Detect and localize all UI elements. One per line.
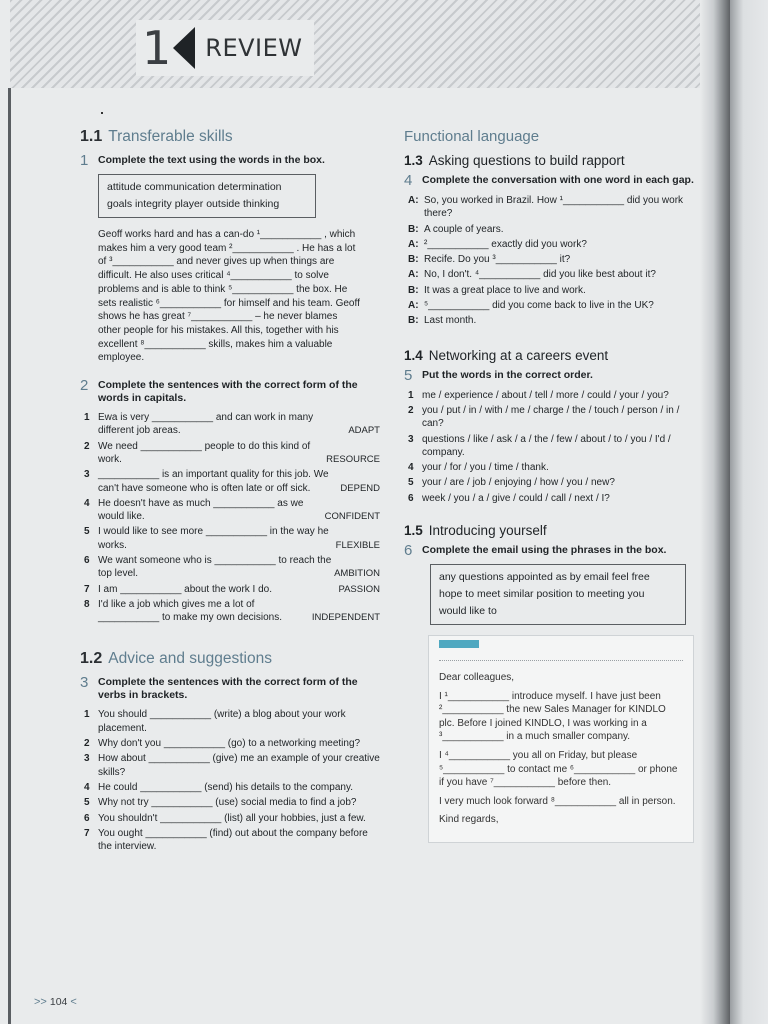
item-text: We need ___________ people to do this kind of work.: [98, 440, 311, 465]
item-number: 4: [408, 462, 414, 474]
exercise-3-items: [84, 708, 380, 853]
item-number: 1: [84, 709, 90, 721]
item-number: 5: [84, 797, 90, 809]
page-footer: [34, 996, 77, 1008]
list-item: [408, 253, 696, 266]
list-item: [408, 238, 696, 251]
exercise-5-items: [408, 389, 696, 505]
email-toolbar: [439, 640, 683, 661]
list-item: [84, 737, 380, 750]
item-number: 6: [84, 555, 90, 566]
section-name: Transferable skills: [108, 128, 233, 145]
instruction-text: Complete the sentences with the correct form of the verbs in brackets.: [98, 676, 358, 702]
item-text: I am ___________ about the work I do.: [98, 583, 273, 595]
list-item: [84, 440, 380, 467]
list-item: [408, 314, 696, 327]
instruction-text: Complete the email using the phrases in the box.: [422, 544, 667, 557]
header-hatch-band: [10, 0, 700, 88]
list-item: [408, 404, 696, 431]
item-text: Ewa is very ___________ and can work in many different job areas.: [98, 412, 314, 437]
section-name: Networking at a careers event: [428, 347, 609, 363]
item-number: 5: [408, 477, 414, 489]
item-text: ²___________ exactly did you work?: [424, 238, 587, 250]
arrow-right-icon: >>: [34, 996, 47, 1008]
item-capital-word: CONFIDENT: [324, 511, 380, 523]
item-number: 2: [408, 404, 414, 416]
item-capital-word: DEPEND: [340, 482, 380, 494]
item-text: It was a great place to live and work.: [424, 284, 586, 296]
item-text: A couple of years.: [424, 223, 504, 235]
item-text: ___________ is an important quality for this job. We can't have someone who is often late or off sick.: [98, 469, 329, 494]
instruction-text: Complete the conversation with one word in each gap.: [422, 174, 694, 186]
item-text: Last month.: [424, 315, 477, 327]
section-name: Introducing yourself: [428, 523, 547, 539]
email-paragraph: I ⁴___________ you all on Friday, but please ⁵___________ to contact me ⁶___________ or phone if you have ⁷___________ before then.: [439, 750, 678, 789]
item-number: B:: [408, 315, 419, 327]
list-item: [84, 598, 380, 625]
item-text: We want someone who is ___________ to reach the top level.: [98, 555, 332, 580]
section-1-5-heading: [404, 523, 696, 538]
item-capital-word: RESOURCE: [326, 453, 380, 465]
list-item: [84, 411, 380, 438]
email-card: [428, 635, 694, 843]
word-box-line: hope to meet similar position to meeting you: [439, 588, 645, 601]
list-item: [84, 812, 380, 825]
item-number: 1: [84, 412, 90, 424]
exercise-number: 1: [80, 152, 89, 169]
item-number: 4: [84, 497, 90, 509]
section-number: 1.5: [404, 523, 423, 539]
item-text: He could ___________ (send) his details to the company.: [98, 781, 353, 793]
list-item: [84, 468, 380, 495]
list-item: [408, 461, 696, 474]
list-item: [84, 708, 380, 735]
exercise-4-instruction: [404, 174, 696, 188]
list-item: [84, 497, 380, 524]
item-text: You should ___________ (write) a blog about your work placement.: [98, 709, 346, 734]
list-item: [408, 223, 696, 236]
section-name: Advice and suggestions: [108, 650, 272, 668]
item-number: 8: [84, 598, 90, 610]
page-number: 104: [49, 996, 68, 1008]
instruction-text: Complete the text using the words in the box.: [98, 154, 325, 166]
item-number: 4: [84, 781, 90, 793]
word-box-line: goals integrity player outside thinking: [107, 198, 280, 210]
exercise-5-instruction: [404, 366, 696, 384]
list-item: [408, 299, 696, 312]
unit-number: 1: [142, 21, 172, 75]
item-number: 3: [408, 433, 414, 445]
exercise-number: 3: [80, 674, 89, 692]
left-margin-rule: [8, 88, 11, 1024]
next-page-edge: [730, 0, 768, 1024]
item-text: You shouldn't ___________ (list) all your hobbies, just a few.: [98, 812, 366, 824]
list-item: [408, 268, 696, 281]
item-number: 7: [84, 583, 90, 595]
list-item: [408, 389, 696, 402]
item-text: No, I don't. ⁴___________ did you like best about it?: [424, 269, 656, 281]
item-number: B:: [408, 223, 419, 235]
exercise-1-text: Geoff works hard and has a can-do ¹___________ , which makes him a very good team ²___________ . He has a lot of ³___________ and never gives up when things are difficult. He also uses critical ⁴___________ to solve problems and is able to think ⁵___________ the box. He sets realistic ⁶___________ for himself and his team. Geoff shows he has great ⁷___________ – he never blames other people for his mistakes. All this, together with his excellent ⁸___________ skills, makes him a valuable employee.: [98, 229, 360, 364]
item-text: I would like to see more ___________ in the way he works.: [98, 526, 329, 551]
item-capital-word: INDEPENDENT: [311, 612, 380, 624]
exercise-4-dialogue: [408, 194, 696, 328]
list-item: [84, 827, 380, 854]
item-number: B:: [408, 284, 419, 296]
email-greeting: Dear colleagues,: [439, 672, 515, 684]
item-text: Recife. Do you ³___________ it?: [424, 254, 571, 266]
item-number: 7: [84, 827, 90, 839]
section-number: 1.1: [80, 128, 103, 145]
item-text: you / put / in / with / me / charge / the / touch / person / in / can?: [422, 404, 680, 430]
item-number: B:: [408, 254, 419, 266]
exercise-3-instruction: [80, 676, 380, 702]
item-text: How about ___________ (give) me an example of your creative skills?: [98, 753, 380, 778]
email-icon-bar: [439, 640, 479, 648]
exercise-2-items: [84, 411, 380, 624]
exercise-6-instruction: [404, 544, 696, 558]
item-text: your / are / job / enjoying / how / you / new?: [422, 477, 615, 489]
list-item: [408, 492, 696, 505]
exercise-number: 2: [80, 377, 89, 395]
item-number: 2: [84, 440, 90, 452]
unit-header: [136, 20, 314, 76]
item-number: 1: [408, 389, 414, 401]
item-number: A:: [408, 300, 419, 312]
item-text: I'd like a job which gives me a lot of ___________ to make my own decisions.: [98, 598, 283, 624]
exercise-number: 6: [404, 542, 413, 560]
word-box-1: [98, 174, 316, 218]
arrow-left-icon: <: [70, 996, 77, 1008]
page-title: REVIEW: [205, 34, 303, 62]
item-text: So, you worked in Brazil. How ¹___________ did you work there?: [424, 195, 684, 220]
section-number: 1.4: [404, 347, 423, 363]
item-text: me / experience / about / tell / more / could / your / you?: [422, 389, 669, 401]
section-number: 1.3: [404, 153, 423, 168]
list-item: [84, 525, 380, 552]
section-1-4-heading: [404, 348, 696, 363]
list-item: [84, 781, 380, 794]
right-column: [404, 128, 696, 843]
list-item: [84, 752, 380, 779]
list-item: [408, 476, 696, 489]
word-box-line: any questions appointed as by email feel free: [439, 571, 650, 584]
word-box-line: attitude communication determination: [107, 181, 282, 193]
item-text: You ought ___________ (find) out about the company before the interview.: [98, 827, 368, 853]
item-text: questions / like / ask / a / the / few / about / to / you / I'd / company.: [422, 433, 671, 458]
item-text: your / for / you / time / thank.: [422, 462, 549, 474]
item-number: A:: [408, 269, 419, 281]
item-number: 3: [84, 753, 90, 765]
section-1-3-heading: [404, 153, 696, 168]
section-1-2-heading: [80, 650, 380, 668]
section-number: 1.2: [80, 650, 103, 668]
word-box-line: would like to: [439, 605, 497, 618]
email-paragraph: I ¹___________ introduce myself. I have just been ²___________ the new Sales Manager for KINDLO plc. Before I joined KINDLO, I was working in a ³___________ in a much smaller company.: [439, 690, 666, 743]
item-number: 6: [408, 492, 414, 504]
book-spine-shadow: [700, 0, 730, 1024]
item-number: A:: [408, 238, 419, 250]
chevron-left-icon: [173, 27, 195, 69]
list-item: [84, 583, 380, 596]
left-column: [80, 128, 380, 863]
item-capital-word: AMBITION: [334, 568, 380, 580]
list-item: [84, 554, 380, 581]
item-number: A:: [408, 195, 419, 206]
section-name: Asking questions to build rapport: [428, 153, 625, 168]
stray-dot: [101, 112, 103, 114]
list-item: [408, 194, 696, 221]
item-text: ⁵___________ did you come back to live in the UK?: [424, 300, 654, 312]
item-text: Why don't you ___________ (go) to a networking meeting?: [98, 738, 361, 750]
section-1-1-heading: [80, 128, 380, 146]
instruction-text: Put the words in the correct order.: [422, 368, 593, 381]
exercise-1-instruction: [80, 154, 380, 168]
list-item: [408, 284, 696, 297]
email-paragraph: I very much look forward ⁸___________ all in person.: [439, 795, 676, 807]
item-capital-word: PASSION: [338, 583, 380, 595]
item-number: 5: [84, 526, 90, 538]
functional-language-heading: Functional language: [404, 128, 540, 145]
exercise-number: 5: [404, 366, 413, 384]
list-item: [84, 796, 380, 809]
item-capital-word: ADAPT: [348, 425, 380, 437]
item-text: He doesn't have as much ___________ as we would like.: [98, 497, 304, 523]
item-number: 2: [84, 738, 90, 750]
email-signoff: Kind regards,: [439, 814, 499, 826]
item-text: week / you / a / give / could / call / next / I?: [422, 492, 610, 504]
exercise-number: 4: [404, 172, 413, 189]
item-text: Why not try ___________ (use) social media to find a job?: [98, 797, 357, 809]
item-number: 6: [84, 812, 90, 824]
item-number: 3: [84, 469, 90, 481]
item-capital-word: FLEXIBLE: [335, 539, 380, 551]
word-box-6: [430, 564, 686, 625]
list-item: [408, 433, 696, 460]
instruction-text: Complete the sentences with the correct form of the words in capitals.: [98, 379, 358, 405]
exercise-2-instruction: [80, 379, 380, 405]
